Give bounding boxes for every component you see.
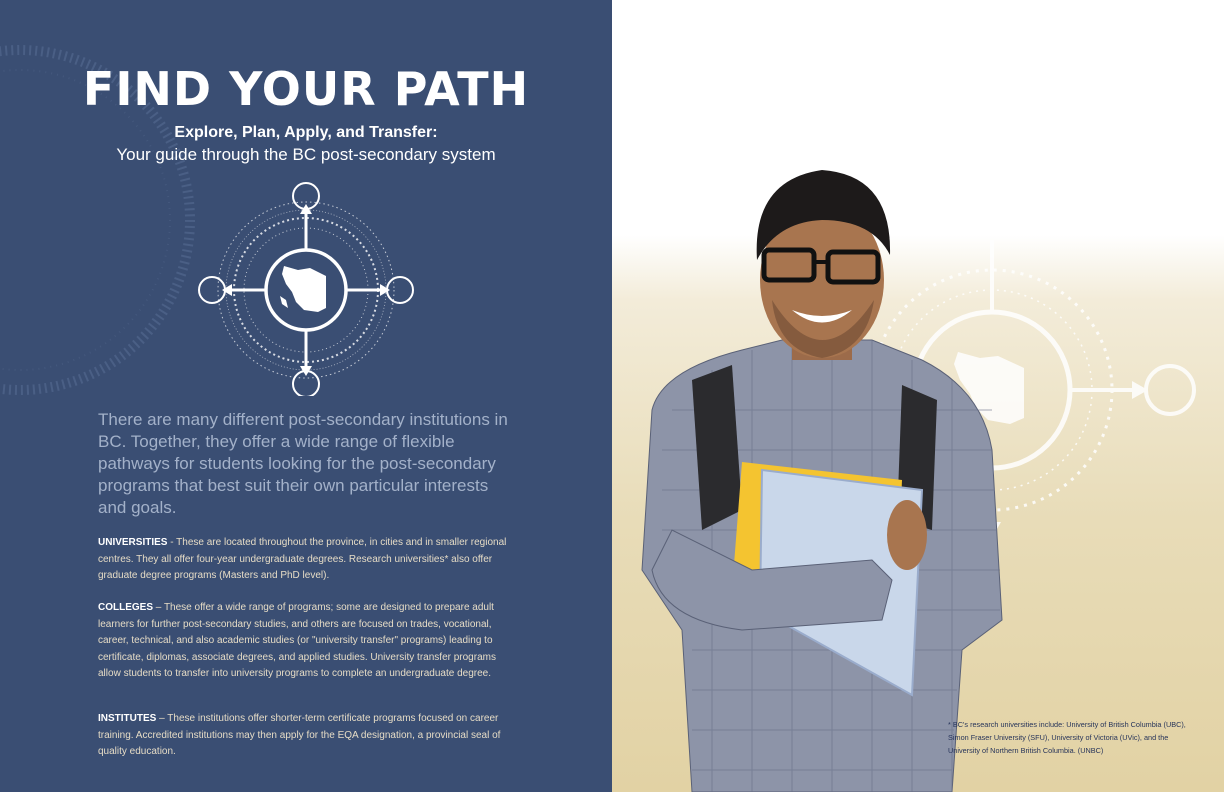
universities-term: UNIVERSITIES bbox=[98, 537, 168, 548]
institutes-text: – These institutions offer shorter-term certificate programs focused on career training. Accredited institutions may then apply for the EQA designation, a provincial seal of quality education. bbox=[98, 713, 501, 757]
universities-paragraph bbox=[98, 535, 518, 585]
intro-paragraph: There are many different post-secondary institutions in BC. Together, they offer a wide range of flexible pathways for students looking for the post-secondary programs that best suit their own particular interests and goals. bbox=[98, 410, 508, 517]
colleges-term: COLLEGES bbox=[98, 602, 154, 613]
subtitle: Your guide through the BC post-secondary system bbox=[116, 145, 496, 164]
subtitle-bold: Explore, Plan, Apply, and Transfer: bbox=[174, 124, 438, 141]
right-panel bbox=[612, 0, 1224, 792]
page-title: FIND YOUR PATH bbox=[82, 62, 530, 116]
footnote: * BC's research universities include: University of British Columbia (UBC), Simon Fraser University (SFU), University of Victoria (UVic), and the University of Northern British Columbia. (UNBC) bbox=[948, 720, 1186, 755]
universities-text: - These are located throughout the province, in cities and in smaller regional centres. They all offer four-year undergraduate degrees. Research universities* also offer graduate degree programs (Masters and PhD level). bbox=[98, 537, 507, 581]
institutes-term: INSTITUTES bbox=[98, 713, 157, 724]
colleges-paragraph bbox=[98, 600, 518, 683]
colleges-text: – These offer a wide range of programs; some are designed to prepare adult learners for further post-secondary studies, and others are focused on trades, vocational, career, technical, and also academic studies (or "university transfer" programs) leading to certificate, diplomas, associate degrees, and applied studies. University transfer programs allow students to transfer into university programs to complete an undergraduate degree. bbox=[98, 602, 496, 679]
institutes-paragraph bbox=[98, 711, 518, 761]
student-photo bbox=[632, 150, 1032, 792]
compass-icon bbox=[196, 182, 416, 396]
